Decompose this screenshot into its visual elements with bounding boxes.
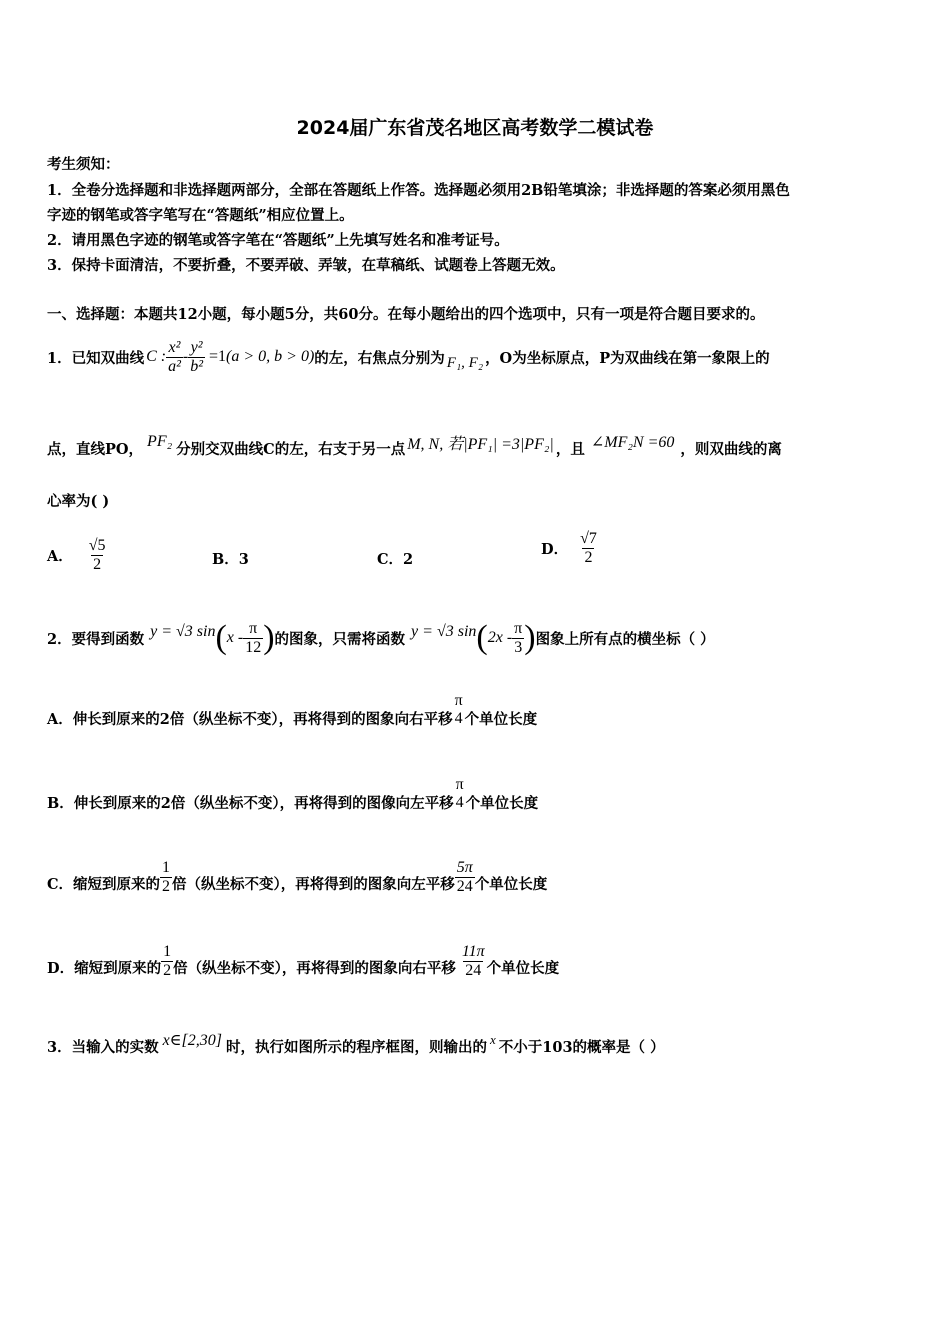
frac-den: 2: [162, 877, 171, 895]
frac-num: π: [455, 776, 464, 793]
q3-mid: 时，执行如图所示的程序框图，则输出的: [226, 1038, 487, 1056]
q1-line2-d: ，则双曲线的离: [680, 440, 782, 458]
q3-math: x∈[2,30]: [162, 1032, 222, 1049]
q1-option-c[interactable]: C．2: [377, 551, 414, 568]
frac-den: 3: [514, 638, 523, 656]
option-fraction: [460, 943, 487, 980]
q2-f1-in: x -: [226, 629, 244, 646]
q2-option-b[interactable]: [47, 778, 538, 826]
q2-f1-frac: [243, 620, 263, 657]
q1-minus: -: [182, 348, 189, 365]
frac-den: 2: [93, 555, 102, 573]
notice-heading: 考生须知：: [47, 156, 120, 173]
notice-line-2: 2．请用黑色字迹的钢笔或答字笔在“答题纸”上先填写姓名和准考证号。: [47, 232, 509, 249]
frac-num: 1: [163, 942, 172, 960]
section-heading: 一、选择题：本题共12小题，每小题5分，共60分。在每小题给出的四个选项中，只有一项是符合题目要求的。: [47, 306, 765, 323]
q1-line-2: [47, 428, 782, 468]
q1-line2-b: 分别交双曲线C的左，右支于另一点: [176, 440, 406, 458]
option-tail: 个单位长度: [474, 875, 548, 893]
q2-line-1: [47, 612, 715, 664]
page-title: 2024届广东省茂名地区高考数学二模试卷: [296, 117, 654, 139]
q1-x2: x²: [168, 338, 181, 356]
q2-f2-rparen: ): [524, 619, 536, 656]
frac-den: 12: [245, 638, 262, 656]
frac-num: π: [514, 619, 523, 637]
q2-option-c[interactable]: [47, 858, 547, 908]
q1-y2: y²: [190, 338, 203, 356]
q1-frac-x: [166, 339, 183, 376]
option-label: C．缩短到原来的: [47, 875, 161, 893]
q1-foci: F₁, F₂: [446, 354, 484, 371]
q1-a2: a²: [168, 357, 181, 375]
q1-mn: M, N, 若|PF₁| =3|PF₂|: [407, 435, 554, 453]
q1-b2: b²: [190, 357, 204, 375]
q2-f1-pre: y = √3 sin: [150, 623, 216, 640]
q3-mathx: x: [490, 1032, 496, 1047]
q2-f2-pre: y = √3 sin: [411, 623, 477, 640]
frac-den: 4: [455, 794, 464, 811]
q1-math-c: C :: [146, 348, 167, 365]
option-tail: 个单位长度: [464, 710, 538, 728]
q2-f2-frac: [512, 620, 524, 657]
option-label: A．: [47, 547, 73, 565]
option-tail: 个单位长度: [465, 794, 539, 812]
q1-option-d[interactable]: [541, 522, 599, 574]
option-fraction: [453, 692, 465, 728]
option-label: A．伸长到原来的2倍（纵坐标不变），再将得到的图象向右平移: [47, 710, 453, 728]
q1-eq: =1: [209, 348, 227, 365]
q1-text-2: 的左，右焦点分别为: [314, 349, 445, 367]
frac-den: 2: [584, 548, 593, 566]
q3-tail: 不小于103的概率是（ ）: [498, 1038, 665, 1056]
option-mid: 倍（纵坐标不变），再将得到的图象向左平移: [172, 875, 455, 893]
q1-pf2: PF₂: [147, 433, 173, 450]
frac-den: 2: [163, 961, 172, 979]
option-tail: 个单位长度: [486, 959, 560, 977]
option-label: D．缩短到原来的: [47, 959, 162, 977]
frac-num: 11π: [461, 942, 485, 960]
frac-num: √7: [580, 529, 597, 547]
option-label: D．: [541, 540, 569, 558]
frac-num: 5π: [456, 858, 473, 876]
q1-line-1: [47, 332, 770, 382]
q1-line2-c: ，且: [555, 440, 585, 458]
frac-den: 24: [465, 961, 482, 979]
frac-den: 24: [456, 877, 473, 895]
option-fraction: [578, 530, 599, 567]
option-label: B．伸长到原来的2倍（纵坐标不变），再将得到的图像向左平移: [47, 794, 454, 812]
option-fraction: [455, 859, 475, 896]
frac-num: √5: [88, 536, 106, 554]
q1-angle: ∠MF₂N =60: [590, 434, 675, 451]
q2-f2-lparen: (: [476, 619, 488, 656]
q2-tail: 图象上所有点的横坐标（ ）: [535, 630, 715, 648]
notice-line-1b: 字迹的钢笔或答字笔写在“答题纸”相应位置上。: [47, 207, 354, 224]
frac-num: 1: [162, 858, 171, 876]
q2-f1-rparen: ): [263, 619, 275, 656]
q2-option-d[interactable]: [47, 942, 559, 992]
q3-line-1: [47, 1026, 665, 1066]
q2-f2-in: 2x -: [487, 629, 513, 646]
frac-den: 4: [454, 710, 463, 727]
q1-lead: 1．已知双曲线: [47, 349, 145, 367]
q1-frac-y: [188, 339, 205, 376]
option-scale-fraction: [161, 943, 173, 980]
q1-cond: (a > 0, b > 0): [226, 348, 315, 365]
q1-text-3: ，O为坐标原点，P为双曲线在第一象限上的: [485, 349, 770, 367]
q2-lead: 2．要得到函数: [47, 630, 145, 648]
q1-line2-a: 点，直线PO，: [47, 440, 144, 458]
frac-num: π: [249, 619, 258, 637]
q2-f1-lparen: (: [215, 619, 227, 656]
q1-option-a[interactable]: [47, 532, 108, 578]
q2-option-a[interactable]: [47, 694, 537, 742]
q1-line-3: 心率为( ): [47, 493, 110, 510]
notice-line-3: 3．保持卡面清洁，不要折叠，不要弄破、弄皱，在草稿纸、试题卷上答题无效。: [47, 257, 565, 274]
option-mid: 倍（纵坐标不变），再将得到的图象向右平移: [173, 959, 456, 977]
q2-mid: 的图象，只需将函数: [274, 630, 406, 648]
option-fraction: [87, 537, 108, 574]
frac-num: π: [454, 692, 463, 709]
q3-lead: 3．当输入的实数: [47, 1038, 159, 1056]
q1-option-b[interactable]: B．3: [212, 551, 249, 568]
option-scale-fraction: [160, 859, 172, 896]
option-fraction: [454, 776, 466, 812]
notice-line-1: 1．全卷分选择题和非选择题两部分，全部在答题纸上作答。选择题必须用2B铅笔填涂；非选择题的答案必须用黑色: [47, 182, 790, 199]
